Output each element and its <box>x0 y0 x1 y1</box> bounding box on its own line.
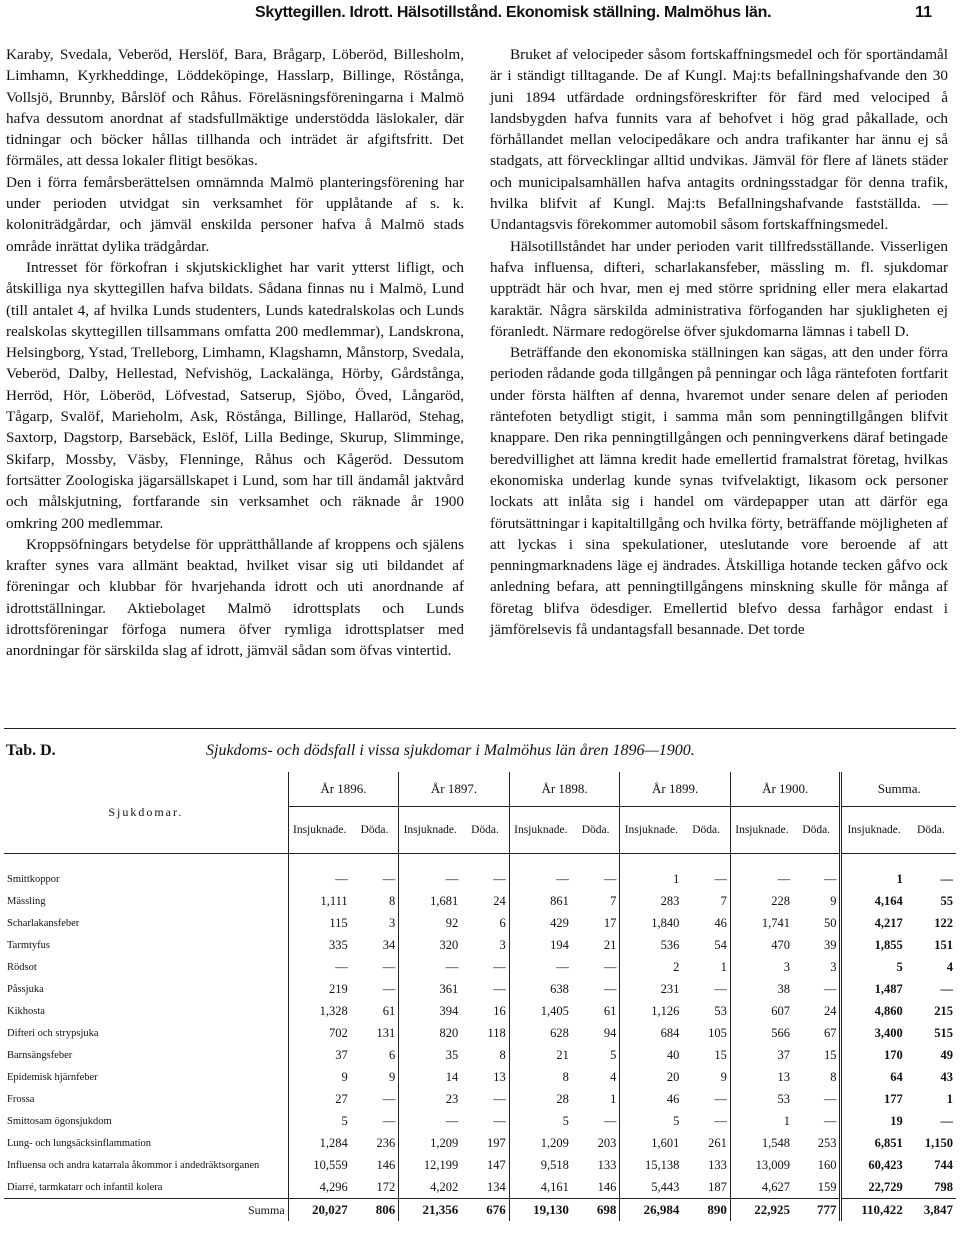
insjuknade-header: Insjuknade. <box>620 807 683 854</box>
doda-cell: — <box>714 871 727 886</box>
doda-cell: 105 <box>708 1025 727 1040</box>
insjuknade-cell: 4,217 <box>841 912 906 934</box>
insjuknade-cell: 53 <box>730 1088 793 1110</box>
doda-cell: 94 <box>603 1025 617 1040</box>
doda-cell: 777 <box>793 1199 841 1222</box>
insjuknade-cell: 170 <box>841 1044 906 1066</box>
doda-cell: — <box>493 1113 506 1128</box>
disease-name: Scharlakansfeber <box>4 912 288 934</box>
doda-cell: 15 <box>714 1047 727 1062</box>
insjuknade-cell: 1,328 <box>319 1003 348 1018</box>
doda-cell: — <box>382 981 396 996</box>
insjuknade-cell: 115 <box>329 915 348 930</box>
year-header: År 1898. <box>509 772 620 807</box>
doda-cell: 1,150 <box>924 1135 953 1150</box>
insjuknade-cell: 194 <box>509 934 572 956</box>
disease-name: Mässling <box>4 890 288 912</box>
year-header-row <box>4 772 956 807</box>
doda-cell: 9 <box>720 1069 727 1084</box>
insjuknade-cell: — <box>399 956 462 978</box>
year-header: År 1899. <box>620 772 731 807</box>
disease-name: Influensa och andra katarrala åkommor i andedräktsorganen <box>4 1154 288 1176</box>
doda-cell: 16 <box>493 1003 506 1018</box>
doda-cell: 7 <box>610 893 617 908</box>
disease-name: Påssjuka <box>4 978 288 1000</box>
doda-cell: 172 <box>376 1179 396 1194</box>
doda-cell: — <box>382 1091 396 1106</box>
insjuknade-cell: 638 <box>509 978 572 1000</box>
insjuknade-cell: 283 <box>620 890 683 912</box>
insjuknade-cell: 429 <box>509 912 572 934</box>
doda-cell: — <box>603 1113 617 1128</box>
doda-cell: 3 <box>388 915 396 930</box>
disease-name: Frossa <box>4 1088 288 1110</box>
doda-cell: 3 <box>830 959 837 974</box>
doda-cell: 39 <box>823 937 837 952</box>
insjuknade-cell: 4,627 <box>730 1176 793 1199</box>
doda-cell: 6 <box>388 1047 396 1062</box>
insjuknade-cell: 22,729 <box>841 1176 906 1199</box>
disease-name: Difteri och strypsjuka <box>4 1022 288 1044</box>
doda-cell: — <box>940 1113 953 1128</box>
doda-cell: 43 <box>940 1069 953 1084</box>
doda-cell: 53 <box>714 1003 727 1018</box>
doda-cell: 215 <box>934 1003 953 1018</box>
doda-cell: 4 <box>946 959 953 974</box>
sum-header: Summa. <box>841 772 956 807</box>
insjuknade-cell: 394 <box>399 1000 462 1022</box>
insjuknade-cell: — <box>509 956 572 978</box>
disease-name: Epidemisk hjärnfeber <box>4 1066 288 1088</box>
header-sections: Skyttegillen. Idrott. Hälsotillstånd. Ekonomisk ställning. Malmöhus län. <box>255 4 772 21</box>
doda-cell: 15 <box>823 1047 837 1062</box>
doda-cell: 187 <box>708 1179 727 1194</box>
disease-table <box>4 772 956 1221</box>
doda-header: Döda. <box>351 807 399 854</box>
table-row <box>4 1132 956 1154</box>
insjuknade-cell: 6,851 <box>841 1132 906 1154</box>
insjuknade-cell: 628 <box>509 1022 572 1044</box>
insjuknade-cell: 3 <box>730 956 793 978</box>
paragraph: Intresset för förkofran i skjutskicklighet har varit ytterst lifligt, och åtskilliga nya skyttegillen hafva bildats. Sådana finnas nu i Malmö, Lund (till antalet 4, af hvilka Lunds studenters, Lunds katedralskolas och Lunds realskolas skyttegillen tillsammans omfatta 200 medlemmar), Landskrona, Helsingborg, Ystad, Trelleborg, Limhamn, Klagshamn, Månstorp, Svedala, Veberöd, Dalby, Hellestad, Nefvishög, Lackalänga, Hörby, Gårdstånga, Herröd, Hör, Löberöd, Löfvestad, Satserup, Sjöbo, Öved, Långaröd, Tågarp, Svalöf, Marieholm, Ask, Röstånga, Billinge, Hallaröd, Stehag, Saxtorp, Dagstorp, Barsebäck, Eslöf, Lilla Bedinge, Skurup, Slimminge, Skifarp, Mossby, Väsby, Flenninge, Råhus och Kågeröd. Dessutom fortsätter Zoologiska jägarsällskapet i Lund, som har till ändamål jaktvård och målskjutning, fortfarande sin verksamhet och räknade år 1900 omkring 200 medlemmar. <box>6 258 464 532</box>
doda-header: Döda. <box>682 807 730 854</box>
doda-cell: 151 <box>934 937 953 952</box>
insjuknade-header: Insjuknade. <box>730 807 793 854</box>
insjuknade-cell: 820 <box>399 1022 462 1044</box>
doda-cell: 34 <box>382 937 396 952</box>
doda-cell: — <box>603 959 617 974</box>
insjuknade-cell: — <box>335 871 348 886</box>
doda-cell: 744 <box>934 1157 953 1172</box>
insjuknade-cell: 607 <box>730 1000 793 1022</box>
doda-cell: 6 <box>499 915 506 930</box>
insjuknade-cell: 702 <box>328 1025 348 1040</box>
insjuknade-cell: 5 <box>341 1113 348 1128</box>
insjuknade-cell: — <box>335 959 348 974</box>
doda-cell: 146 <box>597 1179 617 1194</box>
doda-cell: — <box>823 981 837 996</box>
doda-cell: 55 <box>940 893 953 908</box>
table-row <box>4 1154 956 1176</box>
insjuknade-cell: 12,199 <box>399 1154 462 1176</box>
insjuknade-cell: 1,855 <box>841 934 906 956</box>
disease-name: Rödsot <box>4 956 288 978</box>
insjuknade-cell: 1,126 <box>620 1000 683 1022</box>
disease-name: Kikhosta <box>4 1000 288 1022</box>
insjuknade-cell: — <box>399 854 462 891</box>
section-divider <box>4 728 956 729</box>
doda-cell: 67 <box>823 1025 837 1040</box>
year-header: År 1900. <box>730 772 841 807</box>
doda-cell: 49 <box>940 1047 953 1062</box>
table-row <box>4 956 956 978</box>
doda-cell: 24 <box>493 893 506 908</box>
doda-cell: 133 <box>708 1157 727 1172</box>
right-text-column <box>490 44 948 640</box>
insjuknade-cell: 5 <box>509 1110 572 1132</box>
doda-cell: 17 <box>603 915 617 930</box>
doda-cell: 3,847 <box>906 1199 956 1222</box>
disease-name: Summa <box>4 1199 288 1222</box>
doda-cell: — <box>940 981 953 996</box>
insjuknade-cell: 1,681 <box>399 890 462 912</box>
insjuknade-header: Insjuknade. <box>841 807 906 854</box>
doda-cell: 261 <box>708 1135 727 1150</box>
table-heading <box>6 742 956 764</box>
insjuknade-cell: 861 <box>509 890 572 912</box>
doda-cell: 1 <box>946 1091 953 1106</box>
insjuknade-cell: 13,009 <box>730 1154 793 1176</box>
page-number: 11 <box>915 4 932 21</box>
insjuknade-cell: 4,860 <box>841 1000 906 1022</box>
insjuknade-cell: 1,209 <box>399 1132 462 1154</box>
doda-cell: — <box>823 871 837 886</box>
insjuknade-cell: 470 <box>730 934 793 956</box>
doda-cell: 134 <box>487 1179 506 1194</box>
disease-column-header: Sjukdomar. <box>4 772 288 854</box>
disease-name: Diarré, tarmkatarr och infantil kolera <box>4 1176 288 1199</box>
doda-header: Döda. <box>793 807 841 854</box>
insjuknade-cell: 19,130 <box>509 1199 572 1222</box>
insjuknade-cell: 361 <box>399 978 462 1000</box>
insjuknade-cell: 15,138 <box>620 1154 683 1176</box>
insjuknade-header: Insjuknade. <box>288 807 351 854</box>
insjuknade-cell: 20 <box>620 1066 683 1088</box>
doda-header: Döda. <box>906 807 956 854</box>
doda-cell: — <box>382 871 396 886</box>
insjuknade-cell: 228 <box>730 890 793 912</box>
insjuknade-cell: 5 <box>620 1110 683 1132</box>
doda-cell: — <box>493 981 506 996</box>
doda-cell: 890 <box>682 1199 730 1222</box>
insjuknade-cell: 38 <box>730 978 793 1000</box>
insjuknade-cell: 46 <box>620 1088 683 1110</box>
doda-cell: — <box>493 1091 506 1106</box>
doda-cell: 1 <box>610 1091 617 1106</box>
doda-cell: 13 <box>493 1069 506 1084</box>
doda-cell: 515 <box>934 1025 953 1040</box>
table-row <box>4 1066 956 1088</box>
insjuknade-cell: 4,161 <box>509 1176 572 1199</box>
insjuknade-cell: 4,296 <box>319 1179 348 1194</box>
left-text-column <box>6 44 464 662</box>
doda-cell: — <box>714 1113 727 1128</box>
doda-cell: 133 <box>597 1157 617 1172</box>
doda-cell: 147 <box>487 1157 506 1172</box>
insjuknade-cell: 37 <box>730 1044 793 1066</box>
doda-cell: — <box>603 981 617 996</box>
table-row <box>4 890 956 912</box>
insjuknade-cell: 1,741 <box>730 912 793 934</box>
doda-cell: — <box>603 871 617 886</box>
insjuknade-cell: 22,925 <box>730 1199 793 1222</box>
insjuknade-cell: 1,487 <box>841 978 906 1000</box>
disease-name: Barnsängsfeber <box>4 1044 288 1066</box>
doda-cell: 197 <box>487 1135 506 1150</box>
doda-cell: 118 <box>487 1025 506 1040</box>
doda-cell: 5 <box>610 1047 617 1062</box>
insjuknade-cell: 2 <box>620 956 683 978</box>
insjuknade-cell: — <box>509 854 572 891</box>
disease-name: Lung- och lungsäcksinflammation <box>4 1132 288 1154</box>
insjuknade-cell: — <box>399 1110 462 1132</box>
insjuknade-cell: 219 <box>328 981 348 996</box>
doda-cell: 698 <box>572 1199 620 1222</box>
paragraph: Kroppsöfningars betydelse för upprätthållande af kroppens och själens krafter synes vara allmänt beaktad, hvilket visar sig uti bildandet af föreningar och klubbar för hvarjehanda idrott och uti anordnande af idrottställningar. Aktiebolaget Malmö idrottsplats och Lunds idrottsföreningar förfoga numera öfver rymliga idrottsplatser med anordningar för särskilda slag af idrott, jämväl sådan som öfvas vintertid. <box>6 535 464 660</box>
doda-cell: 7 <box>720 893 727 908</box>
doda-cell: — <box>823 1113 837 1128</box>
table-row <box>4 1044 956 1066</box>
insjuknade-cell: 21,356 <box>399 1199 462 1222</box>
insjuknade-cell: 177 <box>841 1088 906 1110</box>
insjuknade-cell: 23 <box>399 1088 462 1110</box>
insjuknade-cell: — <box>730 854 793 891</box>
year-header: År 1897. <box>399 772 510 807</box>
insjuknade-cell: 4,202 <box>399 1176 462 1199</box>
doda-cell: 4 <box>610 1069 617 1084</box>
insjuknade-cell: 60,423 <box>841 1154 906 1176</box>
doda-cell: 3 <box>499 937 506 952</box>
doda-cell: — <box>493 871 506 886</box>
insjuknade-cell: 8 <box>509 1066 572 1088</box>
doda-cell: — <box>714 1091 727 1106</box>
insjuknade-cell: 35 <box>399 1044 462 1066</box>
insjuknade-cell: 231 <box>620 978 683 1000</box>
doda-cell: — <box>714 981 727 996</box>
insjuknade-cell: 26,984 <box>620 1199 683 1222</box>
paragraph: Bruket af velocipeder såsom fortskaffningsmedel och för sportändamål är i ständigt tilltagande. De af Kungl. Maj:ts befallningshafvande den 30 juni 1894 utfärdade ordningsföreskrifter för färd med velociped å landsbygden hafva funnits vara af behofvet i hög grad påkallade, och förhållandet mellan velocipedåkare och andra trafikanter har ännu ej så stadgats, att förvecklingar alltid undvikas. Jämväl för flere af länets städer och municipalsamhällen hafva antagits ordningsstadgar för denna trafik, hvilka blifvit af Kungl. Maj:ts Befallningshafvande fastställda. — Undantagsvis förekommer automobil såsom fortskaffningsmedel. <box>490 46 948 234</box>
insjuknade-cell: 1,284 <box>319 1135 348 1150</box>
doda-cell: 676 <box>461 1199 509 1222</box>
insjuknade-cell: 37 <box>335 1047 348 1062</box>
disease-name: Tarmtyfus <box>4 934 288 956</box>
insjuknade-cell: 9 <box>341 1069 348 1084</box>
doda-cell: 54 <box>714 937 727 952</box>
paragraph: Hälsotillståndet har under perioden varit tillfredsställande. Visserligen hafva influensa, difteri, scharlakansfeber, mässling m. fl. sjukdomar uppträdt här och hvar, men ej med större spridning eller mera elakartad karaktär. Några särskilda administrativa förfoganden har sjukligheten ej föranledt. Närmare redogörelse öfver sjukdomarna lämnas i tabell D. <box>490 237 948 340</box>
doda-cell: 24 <box>823 1003 837 1018</box>
doda-cell: 146 <box>376 1157 396 1172</box>
doda-header: Döda. <box>461 807 509 854</box>
insjuknade-cell: 110,422 <box>841 1199 906 1222</box>
insjuknade-cell: 1 <box>620 854 683 891</box>
doda-header: Döda. <box>572 807 620 854</box>
paragraph: Beträffande den ekonomiska ställningen kan sägas, att den under förra perioden rådande goda tillgången på penningar och låga räntefoten fortfarit under första hälften af denna, hvaremot under senare delen af perioden räntefoten betydligt stigit, i samma mån som penningtillgången blifvit knappare. Den rika penningtillgången och penningverkens däraf betingade beredvillighet att lämna kredit hade emellertid framalstrat företag, hvilkas ekonomiska underlag kunde synas tvifvelaktigt, likasom ock personer lockats att inlåta sig i handel om värdepapper utan att därför ega förutsättningar i kapitaltillgång och hvilka förty, beträffande möjligheten af att lyckas i sina spekulationer, uteslutande vore beroende af att penningmarknadens läge ej ändrades. Åtskilliga hotande tecken gåfvo ock anledning befara, att penningtillgångens minskning skulle för många af företag blifva ödesdiger. Emellertid blefvo dessa farhågor endast i jämförelsevis få undantagsfall besannade. Det torde <box>490 344 948 639</box>
doda-cell: — <box>823 1091 837 1106</box>
table-row <box>4 1022 956 1044</box>
insjuknade-cell: 40 <box>620 1044 683 1066</box>
insjuknade-cell: 27 <box>335 1091 348 1106</box>
doda-cell: — <box>940 871 953 886</box>
insjuknade-cell: 1,405 <box>509 1000 572 1022</box>
insjuknade-cell: 9,518 <box>509 1154 572 1176</box>
doda-cell: 8 <box>388 893 396 908</box>
doda-cell: 9 <box>830 893 837 908</box>
insjuknade-cell: 1,601 <box>620 1132 683 1154</box>
doda-cell: 122 <box>934 915 953 930</box>
table-title: Sjukdoms- och dödsfall i vissa sjukdomar i Malmöhus län åren 1896—1900. <box>206 742 695 759</box>
insjuknade-cell: 536 <box>620 934 683 956</box>
insjuknade-cell: 1 <box>730 1110 793 1132</box>
doda-cell: 160 <box>817 1157 837 1172</box>
total-row <box>4 1199 956 1222</box>
insjuknade-cell: 335 <box>328 937 348 952</box>
insjuknade-cell: 19 <box>841 1110 906 1132</box>
table-row <box>4 912 956 934</box>
doda-cell: 806 <box>351 1199 399 1222</box>
table-label: Tab. D. <box>6 742 56 759</box>
disease-name: Smittkoppor <box>4 854 288 891</box>
doda-cell: 61 <box>382 1003 396 1018</box>
insjuknade-cell: 1,111 <box>320 893 348 908</box>
doda-cell: 1 <box>720 959 727 974</box>
doda-cell: 159 <box>817 1179 837 1194</box>
table-row <box>4 1000 956 1022</box>
doda-cell: — <box>382 1113 396 1128</box>
insjuknade-cell: 64 <box>841 1066 906 1088</box>
paragraph: Karaby, Svedala, Veberöd, Herslöf, Bara, Brågarp, Löberöd, Billesholm, Limhamn, Kyrkheddinge, Löddeköpinge, Hasslarp, Billinge, Röstånga, Vollsjö, Brunnby, Bårslöf och Råhus. Föreläsningsföreningarna i Malmö hafva dessutom anordnat af stadsfullmäktige understödda läslokaler, där tidningar och böcker hållas tillhanda och inträdet är afgiftsfritt. Det förmäles, att dessa lokaler flitigt besökas. <box>6 46 464 170</box>
doda-cell: 50 <box>823 915 837 930</box>
insjuknade-cell: 4,164 <box>841 890 906 912</box>
insjuknade-cell: 5,443 <box>620 1176 683 1199</box>
doda-cell: 21 <box>603 937 617 952</box>
doda-cell: 46 <box>714 915 727 930</box>
doda-cell: 61 <box>603 1003 617 1018</box>
insjuknade-cell: 13 <box>730 1066 793 1088</box>
table-row <box>4 1110 956 1132</box>
insjuknade-cell: 1,840 <box>620 912 683 934</box>
insjuknade-cell: 1 <box>841 854 906 891</box>
insjuknade-header: Insjuknade. <box>399 807 462 854</box>
insjuknade-header: Insjuknade. <box>509 807 572 854</box>
insjuknade-cell: 20,027 <box>288 1199 351 1222</box>
insjuknade-cell: 1,548 <box>730 1132 793 1154</box>
insjuknade-cell: 14 <box>399 1066 462 1088</box>
table-row <box>4 1088 956 1110</box>
insjuknade-cell: 92 <box>399 912 462 934</box>
insjuknade-cell: 320 <box>399 934 462 956</box>
doda-cell: — <box>382 959 396 974</box>
insjuknade-cell: 3,400 <box>841 1022 906 1044</box>
paragraph: Den i förra femårsberättelsen omnämnda Malmö planteringsförening har under perioden utvidgat sin verksamhet för upplåtande af s. k. koloniträdgårdar, och jämväl enskilda personer hafva å Malmö stads område inrättat dylika trädgårdar. <box>6 173 464 255</box>
doda-cell: 236 <box>376 1135 396 1150</box>
doda-cell: 8 <box>499 1047 506 1062</box>
insjuknade-cell: 10,559 <box>313 1157 348 1172</box>
disease-name: Smittosam ögonsjukdom <box>4 1110 288 1132</box>
running-header <box>0 4 960 26</box>
insjuknade-cell: 566 <box>730 1022 793 1044</box>
insjuknade-cell: 21 <box>509 1044 572 1066</box>
insjuknade-cell: 5 <box>841 956 906 978</box>
doda-cell: 203 <box>597 1135 617 1150</box>
table-row <box>4 1176 956 1199</box>
table-row <box>4 854 956 891</box>
year-header: År 1896. <box>288 772 399 807</box>
doda-cell: 9 <box>388 1069 396 1084</box>
table-row <box>4 978 956 1000</box>
doda-cell: 131 <box>376 1025 396 1040</box>
doda-cell: 798 <box>934 1179 953 1194</box>
doda-cell: — <box>493 959 506 974</box>
insjuknade-cell: 1,209 <box>509 1132 572 1154</box>
table-row <box>4 934 956 956</box>
doda-cell: 253 <box>817 1135 837 1150</box>
insjuknade-cell: 28 <box>509 1088 572 1110</box>
insjuknade-cell: 684 <box>620 1022 683 1044</box>
doda-cell: 8 <box>830 1069 837 1084</box>
